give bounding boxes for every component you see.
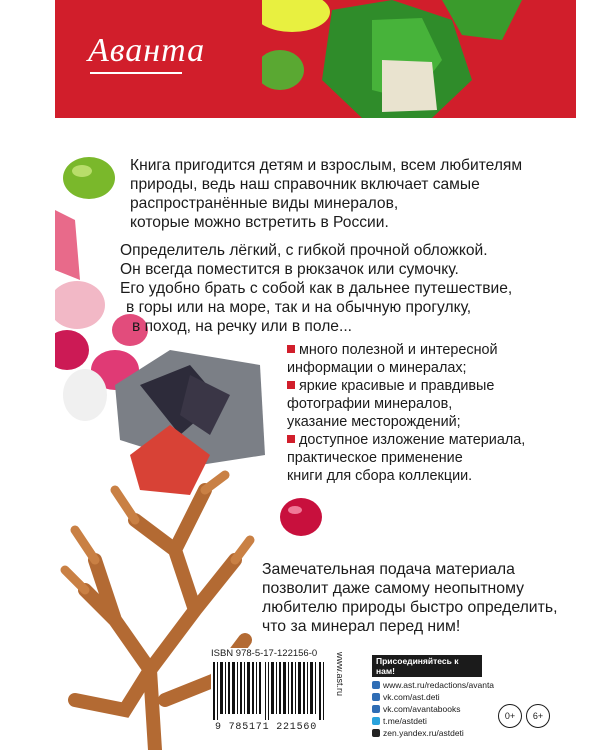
- feature-item: много полезной и интересной информации о минералах;: [287, 342, 498, 376]
- zen-icon: [372, 729, 380, 737]
- telegram-icon: [372, 717, 380, 725]
- feature-item: яркие красивые и правдивые фотографии минералов, указание месторождений;: [287, 378, 495, 430]
- bullet-square-icon: [287, 345, 295, 353]
- features-list: [287, 341, 525, 485]
- age-rating-badge: 0+: [498, 704, 522, 728]
- intro-line: распространённые виды минералов,: [130, 195, 399, 212]
- social-link[interactable]: zen.yandex.ru/astdeti: [372, 728, 482, 738]
- feature-item: доступное изложение материала, практическое применение книги для сбора коллекции.: [287, 432, 526, 484]
- conclusion-line: Замечательная подача материала: [262, 561, 515, 578]
- barcode-image: [211, 662, 329, 720]
- isbn-text: ISBN 978-5-17-122156-0: [211, 648, 318, 659]
- barcode-block: [211, 648, 351, 736]
- description-line: Его удобно брать с собой как в дальнее путешествие,: [120, 280, 513, 297]
- social-heading: Присоединяйтесь к нам!: [372, 655, 482, 677]
- description-paragraph: [120, 241, 512, 336]
- description-line: в поход, на речку или в поле...: [132, 318, 352, 335]
- barcode-number: 9 785171 221560: [215, 722, 318, 733]
- social-link[interactable]: t.me/astdeti: [372, 716, 482, 726]
- peridot-image: [62, 155, 116, 201]
- social-link[interactable]: vk.com/avantabooks: [372, 704, 482, 714]
- conclusion-line: любителю природы быстро определить,: [262, 599, 558, 616]
- description-line: Он всегда поместится в рюкзачок или сумочку.: [120, 261, 459, 278]
- vk-icon: [372, 705, 380, 713]
- green-crystal-image: [262, 0, 574, 118]
- description-line: в горы или на море, так и на обычную прогулку,: [126, 299, 472, 316]
- intro-line: Книга пригодится детям и взрослым, всем любителям: [130, 157, 523, 174]
- description-line: Определитель лёгкий, с гибкой прочной обложкой.: [120, 242, 488, 259]
- globe-icon: [372, 681, 380, 689]
- publisher-logo: Аванта: [88, 32, 205, 70]
- social-link[interactable]: vk.com/ast.deti: [372, 692, 482, 702]
- bullet-square-icon: [287, 435, 295, 443]
- social-link[interactable]: www.ast.ru/redactions/avanta: [372, 680, 482, 690]
- conclusion-paragraph: [262, 560, 558, 636]
- conclusion-line: что за минерал перед ним!: [262, 618, 461, 635]
- vk-icon: [372, 693, 380, 701]
- intro-line: которые можно встретить в России.: [130, 214, 389, 231]
- bullet-square-icon: [287, 381, 295, 389]
- conclusion-line: позволит даже самому неопытному: [262, 580, 525, 597]
- red-gem-image: [278, 495, 324, 539]
- age-rating-badge: 6+: [526, 704, 550, 728]
- social-links: [372, 655, 495, 740]
- intro-line: природы, ведь наш справочник включает самые: [130, 176, 480, 193]
- website-vertical: www.ast.ru: [335, 652, 345, 697]
- intro-paragraph: [130, 156, 522, 232]
